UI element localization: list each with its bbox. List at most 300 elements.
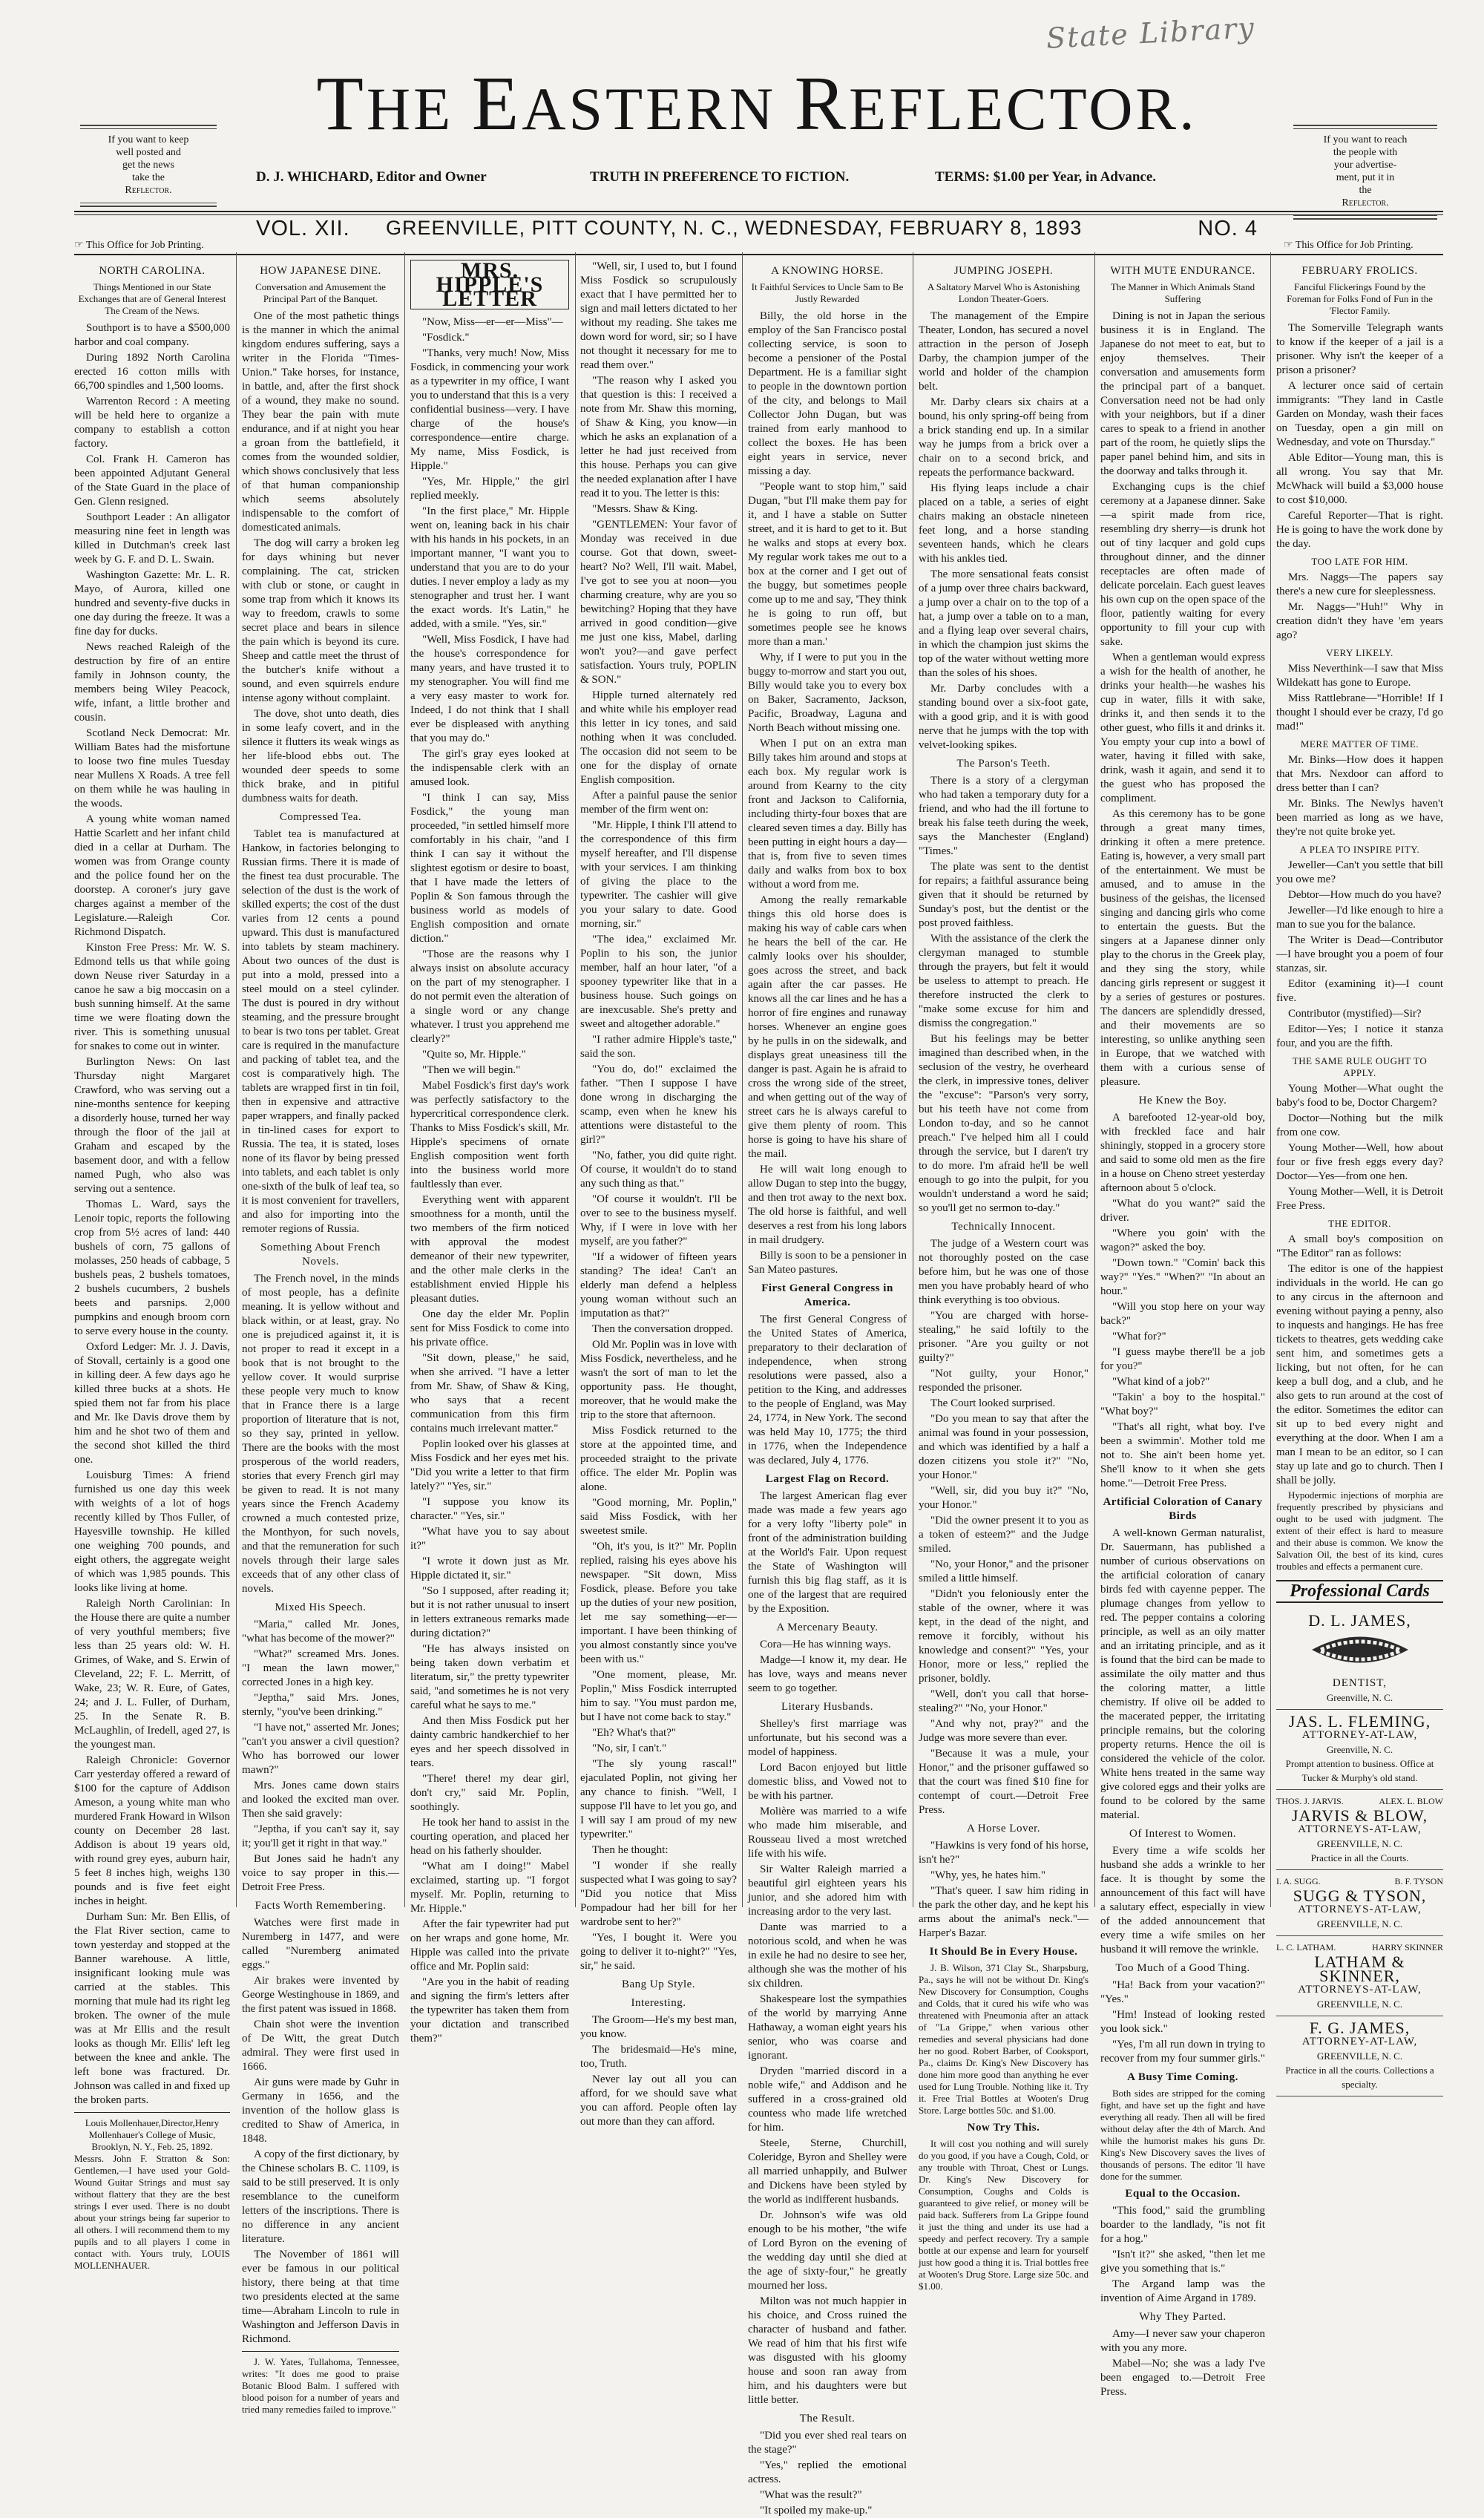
paragraph: Tablet tea is manufactured at Hankow, in factories belonging to Russian firms. There it is made of the finest tea dust procurable. The selection of the dust is the work of skilled experts; the cost of the dust varies from 12 cents a pound upward. This dust is manufactured into tablets by steam machinery. About two ounces of the dust is put into a mold, pressed into a steel mould on a steel cylinder. The dust is poured in dry without steaming, and the pressure brought to bear is two tons per tablet. Great care is required in the manufacture and packing of tablet tea, and the cost is comparatively high. The tablets are wrapped first in tin foil, then in expensive and attractive paper wrappers, and finally packed in tin-lined cases for export to Russia. The tea, it is stated, loses none of its flavor by being pressed into tablets, and each tablet is only one-sixth of the bulk of leaf tea, so it is most convenient for travellers, and also for importing into the remoter regions of Russia.: [242, 828, 399, 1235]
paragraph: "Now, Miss—er—er—Miss"—: [422, 316, 563, 328]
paragraph: "If a widower of fifteen years standing? The idea! Can't an elderly man defend a helpless young woman without such an imputation as that?": [580, 1251, 737, 1319]
paragraph: Amy—I never saw your chaperon with you any more.: [1100, 2328, 1265, 2354]
paragraph: Hipple turned alternately red and white while his employer read this letter in icy tones, and said nothing when it was concluded. The occasion did not seem to be one for the display of ornate English composition.: [580, 689, 737, 786]
paragraph: "Well, don't you call that horse-stealing?" "No, your Honor.": [919, 1688, 1089, 1714]
paragraph: "Will you stop here on your way back?": [1100, 1301, 1265, 1327]
ear-line: well posted and: [116, 147, 181, 158]
card-title: ATTORNEY-AT-LAW,: [1301, 2036, 1418, 2047]
paragraph: The Writer is Dead—Contributor—I have brought you a poem of four stanzas, sir.: [1276, 934, 1443, 974]
paragraph: A lecturer once said of certain immigrants: "They land in Castle Garden on Monday, wash their faces on Tuesday, open a gin mill on Wednesday, and vote on Thursday.": [1276, 380, 1443, 448]
paragraph: When a gentleman would express a wish for the health of another, he drinks your health—he washes his cup in water, fills it with sake, drinks it, and then sends it to the other guest, who fills it and drinks it. You empty your cup into a bowl of water, having it filled with sake, drink, wash it again, and send it to the guest who has proposed the compliment.: [1100, 652, 1265, 804]
ear-line: If you want to reach: [1323, 134, 1408, 145]
news-item: News reached Raleigh of the destruction by fire of an entire family in Johnson county, the members being Wiley Peacock, wife, infant, a little brother and cousin.: [74, 641, 230, 724]
card-james: [1276, 2016, 1443, 2096]
column-jumping-joseph: [919, 260, 1089, 2292]
paragraph: "Mr. Hipple, I think I'll attend to the correspondence of this firm myself hereafter, and I'll dispense with your services. I am thinking of giving the place to the typewriter. The cashier will give you your salary to date. Good morning, sir.": [580, 819, 737, 930]
ear-rule: [1293, 125, 1437, 126]
paragraph: "What have you to say about it?": [410, 1526, 569, 1552]
news-item: Scotland Neck Democrat: Mr. William Bates had the misfortune to loose two fine mules Tuesday near Mullens X Roads. A tree fell on them while he was hauling in the woods.: [74, 727, 230, 810]
paragraph: Miss Fosdick returned to the store at the appointed time, and proceeded straight to the private office. The elder Mr. Poplin was alone.: [580, 1425, 737, 1493]
ad-heading: Louis Mollenhauer,Director,Henry Mollenhauer's College of Music, Brooklyn, N. Y., Feb. 25, 1892.: [85, 2117, 220, 2152]
title-part: EFLECTOR.: [849, 75, 1198, 142]
paragraph: "Those are the reasons why I always insist on absolute accuracy on the part of my stenographer. I do not permit even the alteration of a single word or any change whatever. I trust you apprehend me clearly?": [410, 948, 569, 1045]
ear-right-lines: [1287, 134, 1443, 209]
paragraph: A barefooted 12-year-old boy, with freckled face and hair shiningly, stopped in a grocery store and said to some old men as the fire in a house on Cheno street yesterday afternoon about 5 o'clock.: [1100, 1112, 1265, 1194]
article-heading: JUMPING JOSEPH.: [953, 265, 1054, 277]
article-heading: TOO LATE FOR HIM.: [1311, 556, 1408, 567]
paragraph: "The sly young rascal!" ejaculated Poplin, not giving her any chance to finish. "Well, I suppose I'll have to let you go, and I will say I am proud of my new typewriter.": [580, 1758, 737, 1840]
article-heading: Equal to the Occasion.: [1125, 2188, 1241, 2200]
title-part: T: [316, 61, 367, 146]
paragraph: Young Mother—Well, how about four or five fresh eggs every day? Doctor—Yes—from one hen.: [1276, 1142, 1443, 1182]
paragraph: Debtor—How much do you have?: [1288, 889, 1442, 901]
library-signature: State Library: [1045, 11, 1256, 55]
title-part: R: [794, 61, 850, 146]
paragraph: Billy, the old horse in the employ of the San Francisco postal collecting service, is soon to become a pensioner of the Postal Department. He is a familiar sight to people in the downtown portion of the city, and belongs to Mail Collector John Dugan, but was trained from early manhood to collect the boxes. He has been eight years in service, never missing a day.: [748, 310, 907, 477]
partner-right: ALEX. L. BLOW: [1379, 1796, 1443, 1806]
news-item: Southport is to have a $500,000 harbor and coal company.: [74, 322, 230, 348]
paragraph: "Because it was a mule, your Honor," and the prisoner guffawed so that the court was fined $10 fine for contempt of court.—Detroit Free Press.: [919, 1748, 1089, 1816]
card-name: SUGG & TYSON,: [1293, 1886, 1427, 1905]
paragraph: The dove, shot unto death, dies in some leafy covert, and in the silence it flutters its weak wings as her life-blood ebbs out. The wounded deer speeds to some thick brake, and in pitiful dumbness waits for death.: [242, 708, 399, 804]
paragraph: "Didn't you feloniously enter the stable of the owner, where it was kept, in the dead of the night, and remove it forcibly, without his knowledge and consent?" "Yes, your Honor, more or less," replied the prisoner, boldly.: [919, 1588, 1089, 1685]
paragraph: "What am I doing!" Mabel exclaimed, starting up. "I forgot myself. Mr. Poplin, returning to Mr. Hipple.": [410, 1860, 569, 1915]
rule-under-date: [74, 254, 1443, 255]
article-heading: WITH MUTE ENDURANCE.: [1110, 265, 1255, 277]
ear-line: your advertise-: [1333, 160, 1397, 171]
ear-line: ment, put it in: [1336, 172, 1395, 183]
motto: TRUTH IN PREFERENCE TO FICTION.: [590, 169, 850, 185]
article-heading: Literary Husbands.: [781, 1701, 873, 1713]
paragraph: Watches were first made in Nuremberg in 1477, and were called "Nuremberg animated eggs.": [242, 1917, 399, 1971]
paragraph: "Well, sir, I used to, but I found Miss Fosdick so scrupulously exact that I have permitted her to sign and mail letters dictated to her without my reading. She takes me down word for word, sir; so I have not thought it necessary for me to read them over.": [580, 260, 737, 371]
title-part: E: [471, 61, 522, 146]
card-sugg-tyson: [1276, 1870, 1443, 1936]
news-item: Thomas L. Ward, says the Lenoir topic, reports the following crop from 5½ acres of land: 440 bushels of corn, 75 gallons of molasses, 250 heads of cabbage, 5 bushels peas, 2 bushels tomatoes, 2 bushels cucumbers, 2 bushels beets and parsnips. 2,000 pumpkins and enough broom corn to serve every house in the county.: [74, 1199, 230, 1337]
paragraph: The more sensational feats consist of a jump over three chairs backward, a jump over a chair on to the top of a hat, a jump over a table on to a man, and a flying leap over several chairs, in which the champion just skims the top of the water without wetting more than the soles of his shoes.: [919, 568, 1089, 679]
article-heading: A PLEA TO INSPIRE PITY.: [1299, 844, 1420, 855]
card-latham-skinner: [1276, 1936, 1443, 2016]
editor-strip: [256, 169, 1258, 199]
paragraph: "What for?": [1112, 1331, 1166, 1342]
paragraph: The dog will carry a broken leg for days whining but never complaining. The cat, stricken with club or stone, or caught in some trap from which it knows its way to freedom, crawls to some secret place and bears in silence the pain which is beyond its cure. Sheep and cattle meet the thrust of the butcher's knife without a sound, and even squirrels endure intense agony without complaint.: [242, 537, 399, 704]
paragraph: Dante was married to a notorious scold, and when he was in exile he had no desire to see her, although she was the mother of his six children.: [748, 1921, 907, 1990]
card-place: GREENVILLE, N. C.: [1316, 1999, 1403, 2010]
paragraph: "Yes, Mr. Hipple," the girl replied meekly.: [410, 476, 569, 502]
card-note: Prompt attention to business. Office at Tucker & Murphy's old stand.: [1285, 1758, 1434, 1783]
paragraph: "You are charged with horse-stealing," he said loftily to the prisoner. "Are you guilty or not guilty?": [919, 1310, 1089, 1364]
article-heading: A KNOWING HORSE.: [771, 265, 884, 277]
article-heading: Compressed Tea.: [279, 811, 362, 823]
article-heading: Largest Flag on Record.: [765, 1473, 890, 1485]
ear-rule: [80, 125, 217, 126]
paragraph: "Oh, it's you, is it?" Mr. Poplin replied, raising his eyes above his newspaper. "Sit down, Miss Fosdick, please. Before you take up the duties of your new position, let me say something—er—important. I have been thinking of you almost constantly since you've been with us.": [580, 1541, 737, 1665]
news-item: Southport Leader : An alligator measuring nine feet in length was killed in Dutchman's creek last week by G. F. and D. L. Swain.: [74, 511, 230, 565]
article-heading: First General Congress in America.: [761, 1282, 893, 1308]
article-subheading: It Faithful Services to Uncle Sam to Be Justly Rewarded: [751, 281, 904, 304]
card-name: D. L. JAMES,: [1308, 1611, 1411, 1630]
paragraph: "People want to stop him," said Dugan, "but I'll make them pay for it, and I have a stable on Sutter street, and it is hard to get to it. But he walks and stops at every box. My regular work takes me out to a box at the corner and I get out of the buggy, but sometimes people come up to me and say, 'They think he is going to run off, but sometimes people see he knows more than a man.': [748, 481, 907, 648]
paragraph: Careful Reporter—That is right. He is going to have the work done by the day.: [1276, 510, 1443, 550]
paragraph: When I put on an extra man Billy takes him around and stops at each box. My regular work is around from Kearny to the city front and Jackson to California, including thirty-four boxes that are cleared seven times a day. Billy has been putting in eight hours a day—that is, from five to seven times daily and walks from box to box without a word from me.: [748, 738, 907, 891]
paragraph: "I guess maybe there'll be a job for you?": [1100, 1346, 1265, 1372]
date-strip: [256, 217, 1258, 246]
ad-text: It will cost you nothing and will surely do you good, if you have a Cough, Cold, or any trouble with Throat, Chest or Lungs. Dr. King's New Discovery for Consumption, Coughs and Colds is guaranteed to give relief, or money will be paid back. Sufferers from La Grippe found it just the thing and under its use had a speedy and perfect recovery. Try a sample bottle at our expense and learn for yourself just how good a thing it is. Trial bottles free at Wooten's Drug Store. Large size 50c. and $1.00.: [919, 2138, 1089, 2292]
paragraph: One of the most pathetic things is the manner in which the animal kingdom endures suffering, says a writer in the Florida "Times-Union." Take horses, for instance, in battle, and, after the first shock of a wound, they make no sound. They bear the pain with mute endurance, and if at night you hear a groan from the battlefield, it comes from the wounded soldier, which shows conclusively that less of that human companionship which seems absolutely indispensable to the comfort of domesticated animals.: [242, 310, 399, 534]
card-title: ATTORNEYS-AT-LAW,: [1298, 1823, 1422, 1835]
paragraph: "In the first place," Mr. Hipple went on, leaning back in his chair with his hands in his pockets, in an important manner, "I want you to understand that you are to do your duties. I never employ a lady as my stenographer and trust her. I want the exact words. It's Latin," he added, with a smile. "Yes, sir.": [410, 505, 569, 630]
paragraph: "What?" screamed Mrs. Jones. "I mean the lawn mower," corrected Jones in a high key.: [242, 1648, 399, 1688]
paragraph: "I think I can say, Miss Fosdick," the young man proceeded, "in settled himself more comfortably in his chair, "and I think I can say it without the slightest egotism or desire to boast, that I have made the letters of Poplin & Son famous through the business world as models of English composition and ornate diction.": [410, 792, 569, 945]
column-japanese-dine: [242, 260, 399, 2415]
paragraph: "What was the result?": [760, 2489, 862, 2501]
paragraph: Hypodermic injections of morphia are frequently prescribed by physicians and ought to be used with judgment. The extent of their effect is hard to measure and their abuse is common. We know the Salvation Oil, the best of its kind, cures troubles and effects a permanent cure.: [1276, 1489, 1443, 1572]
paragraph: His flying leaps include a chair placed on a table, a series of eight chairs making an obstacle nineteen feet long, and a horse standing seventeen hands, which he clears with his ankles tied.: [919, 482, 1089, 565]
divider: [74, 2112, 230, 2113]
paragraph: "Jeptha," said Mrs. Jones, sternly, "you've been drinking.": [242, 1692, 399, 1718]
paragraph: Young Mother—Well, it is Detroit Free Press.: [1276, 1186, 1443, 1212]
paragraph: Dr. Johnson's wife was old enough to be his mother, "the wife of Lord Byron on the evening of the wedding day until she died at the age of sixty-four," he greatly mourned her loss.: [748, 2209, 907, 2292]
article-heading: Why They Parted.: [1139, 2311, 1227, 2323]
title-part: ASTERN: [522, 75, 795, 142]
paragraph: The Argand lamp was the invention of Aime Argand in 1789.: [1100, 2278, 1265, 2304]
news-item: Durham Sun: Mr. Ben Ellis, of the Flat River section, came to town yesterday and stopped at the Banner warehouse. A little, insignificant looking mule was carried at the stables. This morning that mule had its right leg broken. The owner of the mule was at Mr Ellis and the result looks as though Mr. Ellis' left leg between the knee and ankle. The left bone was fractured. Dr. Johnson was called in and fixed up the broken parts.: [74, 1911, 230, 2106]
ear-rule: [1293, 218, 1437, 220]
article-subheading: Conversation and Amusement the Principal Part of the Banquet.: [255, 281, 386, 304]
paragraph: The largest American flag ever made was made a few years ago for a very lofty "liberty pole" in front of the administration building at the World's Fair. Upon request the State of Washington will furnish this big flag staff, as it is one of the largest that are required by the Exposition.: [748, 1490, 907, 1615]
article-heading: A Busy Time Coming.: [1127, 2071, 1238, 2083]
paragraph: "That's all right, what boy. I've been a swimmin'. Mother told me not to. She ain't been home yet. She'll know to it when she gets home."—Detroit Free Press.: [1100, 1421, 1265, 1489]
news-item: Col. Frank H. Cameron has been appointed Adjutant General of the State Guard in the place of Gen. Glenn resigned.: [74, 453, 230, 508]
article-heading: VERY LIKELY.: [1326, 647, 1393, 658]
article-heading: A Mercenary Beauty.: [776, 1622, 879, 1633]
paragraph: Mr. Naggs—"Huh!" Why in creation didn't they have 'em years ago?: [1276, 601, 1443, 641]
paragraph: "I wonder if she really suspected what I was going to say? "Did you notice that Miss Pompadour had her bill for her wardrobe sent to her?": [580, 1860, 737, 1928]
article-heading: THE SAME RULE OUGHT TO APPLY.: [1292, 1055, 1428, 1078]
article-body: [74, 321, 230, 2108]
hand-icon: ☞: [74, 240, 86, 251]
paragraph: As this ceremony has to be gone through a great many times, drinking it often a mere pretence. Eating is, however, a very small part of the entertainment. We must be amused, and to amuse in the business of the geishas, the licensed singing and dancing girls who come to entertain the guests. But the singers at a Japanese dinner only play to the chorus in the Greek play, and they sing the story, while dancing girls represent or suggest it by a series of gestures or postures. The dancers are splendidly dressed, and their movements are so interesting, so unlike anything seen in Europe, that we watched with them with a curious sense of pleasure.: [1100, 808, 1265, 1088]
article-heading: Facts Worth Remembering.: [255, 1900, 387, 1912]
article-heading: Too Much of a Good Thing.: [1115, 1962, 1250, 1974]
paragraph: "Down town." "Comin' back this way?" "Yes." "When?" "In about an hour.": [1100, 1257, 1265, 1297]
paragraph: "Well, sir, did you buy it?" "No, your Honor.": [919, 1485, 1089, 1511]
issue-number: NO. 4: [1198, 217, 1258, 240]
volume: VOL. XII.: [256, 217, 350, 240]
paragraph: Milton was not much happier in his choice, and Cross ruined the character of husband and father. We read of him that his first wife was disgusted with his gloomy house and soon ran away from him, and his daughters were but little better.: [748, 2295, 907, 2406]
ear-line: If you want to keep: [108, 134, 189, 145]
paragraph: The Groom—He's my best man, you know.: [580, 2014, 737, 2040]
newspaper-title: [256, 61, 1258, 146]
paragraph: The Somerville Telegraph wants to know if the keeper of a jail is a prisoner. Why isn't the keeper of a prison a prisoner?: [1276, 322, 1443, 376]
rule-top-thin: [74, 214, 1443, 215]
paragraph: Mrs. Naggs—The papers say there's a new cure for sleeplessness.: [1276, 571, 1443, 597]
article-subheading: Fanciful Flickerings Found by the Foreman for Folks Fond of Fun in the 'Flector Family.: [1287, 281, 1433, 316]
card-place: Greenville, N. C.: [1326, 1692, 1393, 1703]
ear-line: Reflector.: [1342, 197, 1389, 209]
paragraph: Contributor (mystified)—Sir?: [1288, 1008, 1422, 1020]
job-printing-left: [74, 239, 204, 252]
paragraph: "Ha! Back from your vacation?" "Yes.": [1100, 1979, 1265, 2005]
article-heading: HOW JAPANESE DINE.: [260, 265, 381, 277]
hand-icon: ☞: [1284, 240, 1296, 251]
paragraph: "Thanks, very much! Now, Miss Fosdick, in commencing your work as a typewriter in my office, I want you to understand that this is a very confidential business—very. I have charge of the house's correspondence—entire charge. My name, Miss Fosdick, is Hipple.": [410, 347, 569, 472]
paragraph: Then he thought:: [592, 1844, 669, 1856]
paragraph: Old Mr. Poplin was in love with Miss Fosdick, nevertheless, and he wasn't the sort of man to let the opportunity pass. He thought, moreover, that he would make the trip to the store that afternoon.: [580, 1339, 737, 1421]
paragraph: The French novel, in the minds of most people, has a definite meaning. It is yellow without and black within, or at least, gray. No one is prejudiced against it, it is not proper to read it except in a book that is not brought to the yellow cover. It would surprise these people very much to know that in France there is a large proportion of literature that is not, so they say, printed in yellow. There are the books with the most prosperous of the world readers, stories that every French girl may be given to read. It is not many years since the French Academy crowned a much contested prize, the Monthyon, for such novels, and that the remuneration for such novels through their large sales exceeds that of any other class of novels.: [242, 1273, 399, 1595]
card-place: GREENVILLE, N. C.: [1316, 1838, 1403, 1849]
partner-left: L. C. LATHAM.: [1276, 1942, 1336, 1953]
paragraph: Cora—He has winning ways.: [760, 1639, 891, 1650]
ear-rule: [80, 128, 217, 129]
ad-text: J. B. Wilson, 371 Clay St., Sharpsburg, Pa., says he will not be without Dr. King's New Discovery for Consumption, Coughs and Colds, that it cured his wife who was threatened with Pneumonia after an attack of "La Grippe," when various other remedies and several physicians had done her no good. Robert Barber, of Cooksport, Pa., claims Dr. King's New Discovery has done him more good than anything he ever used for Lung Trouble. Nothing like it. Try it. Free Trial Bottles at Wooten's Drug Store. Large bottles 50c. and $1.00.: [919, 1962, 1089, 2116]
card-jarvis-blow: [1276, 1790, 1443, 1870]
paragraph: "There! there! my dear girl, don't cry," said Mr. Poplin, soothingly.: [410, 1773, 569, 1813]
paragraph: The bridesmaid—He's mine, too, Truth.: [580, 2044, 737, 2070]
paragraph: "That's queer. I saw him riding in the park the other day, and he kept his arms about the animal's neck."—Harper's Bazar.: [919, 1885, 1089, 1939]
paragraph: "I wrote it down just as Mr. Hipple dictated it, sir.": [410, 1555, 569, 1581]
paragraph: The Court looked surprised.: [930, 1397, 1056, 1409]
ear-right: [1287, 122, 1443, 222]
paragraph: Never lay out all you can afford, for we should save what you can afford. People often lay out more than they can afford.: [580, 2073, 737, 2128]
paragraph: Mr. Darby concludes with a standing bound over a six-foot gate, with a good grip, and it is with good nerve that he jumps with the top with velvet-looking spikes.: [919, 683, 1089, 751]
paragraph: Molière was married to a wife who made him miserable, and Rousseau lived a most wretched life with his wife.: [748, 1806, 907, 1860]
paragraph: But Jones said he hadn't any voice to say proper in this.—Detroit Free Press.: [242, 1853, 399, 1893]
paragraph: "So I supposed, after reading it; but it is not rather unusual to insert in letters extraneous remarks made during dictation?": [410, 1585, 569, 1639]
paragraph: "One moment, please, Mr. Poplin," Miss Fosdick interrupted him to say. "You must pardon me, but I have not come back to stay.": [580, 1669, 737, 1723]
paragraph: He took her hand to assist in the courting operation, and placed her head on his fatherly shoulder.: [410, 1817, 569, 1857]
card-place: Greenville, N. C.: [1326, 1744, 1393, 1755]
article-heading: Technically Innocent.: [951, 1221, 1056, 1233]
paragraph: "Isn't it?" she asked, "then let me give you something that is.": [1100, 2249, 1265, 2275]
terms: TERMS: $1.00 per Year, in Advance.: [935, 169, 1157, 185]
paragraph: Lord Bacon enjoyed but little domestic bliss, and Vowed not to be with his partner.: [748, 1762, 907, 1802]
paragraph: Chain shot were the invention of De Witt, the great Dutch admiral. They were first used in 1666.: [242, 2019, 399, 2073]
article-heading: Mixed His Speech.: [275, 1601, 367, 1613]
column-knowing-horse: [748, 260, 907, 2517]
column-rule: [1270, 252, 1271, 1907]
article-heading: Bang Up Style.: [621, 1978, 696, 1990]
paragraph: Young Mother—What ought the baby's food to be, Doctor Chargem?: [1276, 1083, 1443, 1109]
card-note: Practice in all the courts. Collections a specialty.: [1285, 2065, 1434, 2090]
paragraph: "Of course it wouldn't. I'll be over to see to the business myself. Why, if I were in love with her myself, are you father?": [580, 1193, 737, 1247]
paragraph: "I suppose you know its character." "Yes, sir.": [410, 1496, 569, 1522]
paragraph: A copy of the first dictionary, by the Chinese scholars B. C. 1109, is said to be still preserved. It is only resemblance to the cuneiform letters of the inscriptions. There is no difference in any ancient literature.: [242, 2148, 399, 2245]
paragraph: Miss Neverthink—I saw that Miss Wildekatt has gone to Europe.: [1276, 663, 1443, 689]
paragraph: "Takin' a boy to the hospital." "What boy?": [1100, 1391, 1265, 1417]
article-subheading: The Manner in Which Animals Stand Suffering: [1110, 281, 1255, 304]
news-item: Raleigh Chronicle: Governor Carr yesterday offered a reward of $100 for the capture of Addison Ameson, a young white man who murdered Frank Howard in Wilson county on December 28 last. Addison is about 19 years old, with round grey eyes, auburn hair, 5 feet 8 inches high, weighs 130 pounds and is five feet eight inches in height.: [74, 1754, 230, 1907]
paragraph: "Maria," called Mr. Jones, "what has become of the mower?": [242, 1619, 399, 1645]
card-place: GREENVILLE, N. C.: [1316, 2050, 1403, 2062]
dateline: GREENVILLE, PITT COUNTY, N. C., WEDNESDAY, FEBRUARY 8, 1893: [386, 217, 1083, 239]
card-fleming: [1276, 1710, 1443, 1790]
article-heading: Interesting.: [631, 1997, 686, 2009]
paragraph: Mr. Binks. The Newlys haven't been married as long as we have, they're not quite broke yet.: [1276, 798, 1443, 838]
column-rule: [1094, 252, 1095, 1907]
paragraph: "I rather admire Hipple's taste," said the son.: [580, 1034, 737, 1060]
paragraph: "No, sir, I can't.": [592, 1742, 667, 1754]
paragraph: Jeweller—Can't you settle that bill you owe me?: [1276, 859, 1443, 885]
paragraph: "No, your Honor," and the prisoner smiled a little himself.: [919, 1558, 1089, 1584]
article-subheading: A Saltatory Marvel Who is Astonishing London Theater-Goers.: [927, 281, 1080, 304]
paragraph: After a painful pause the senior member of the firm went on:: [580, 790, 737, 816]
paragraph: Every time a wife scolds her husband she adds a wrinkle to her face. It is thought by some the announcement of this fact will have a salutary effect, especially in view of the added announcement that every time a wife smiles on her husband it will remove the wrinkle.: [1100, 1845, 1265, 1955]
paragraph: The girl's gray eyes looked at the indispensable clerk with an amused look.: [410, 748, 569, 788]
paragraph: The editor is one of the happiest individuals in the world. He can go to any circus in the afternoon and evening without paying a penny, also to inquests and hangings. He has free tickets to theatres, gets wedding cake sent him, and sometimes gets a licking, but not often, for he can keep a bull dog, and a club, and he also gets to run around at the cost of the editor. Sometimes the editor can sit up to bed every night and everything at the door. When I am a man I mean to be an editor, so I can stay up late and go to church. Then I shall be jolly.: [1276, 1263, 1443, 1486]
paragraph: "Where you goin' with the wagon?" asked the boy.: [1100, 1227, 1265, 1253]
ear-left: [74, 122, 223, 209]
paragraph: The judge of a Western court was not thoroughly posted on the case before him, but he was one of those men you have probably heard of who think everything is too obvious.: [919, 1238, 1089, 1306]
partner-left: THOS. J. JARVIS.: [1276, 1796, 1344, 1806]
section-subheading: Things Mentioned in our State Exchanges that are of General Interest The Cream of the News.: [78, 281, 226, 316]
column-rule: [742, 252, 743, 1907]
job-printing-label: This Office for Job Printing.: [1295, 240, 1414, 251]
divider: [242, 2351, 399, 2352]
paragraph: Able Editor—Young man, this is all wrong. You say that Mr. McWhack will build a $3,000 house to cost $10,000.: [1276, 452, 1443, 506]
ear-line: the: [1359, 185, 1372, 196]
paragraph: Air guns were made by Guhr in Germany in 1656, and the invention of the hollow glass is credited to Shaw of America, in 1848.: [242, 2076, 399, 2145]
paragraph: One day the elder Mr. Poplin sent for Miss Fosdick to come into his private office.: [410, 1308, 569, 1348]
dentures-icon: [1304, 1627, 1416, 1672]
paragraph: "This food," said the grumbling boarder to the landlady, "is not fit for a hog.": [1100, 2205, 1265, 2245]
paragraph: Mr. Darby clears six chairs at a bound, his only spring-off being from a brick standing end up. In a similar way he jumps from a brick over a chair on to a second brick, and repeats the performance backward.: [919, 396, 1089, 479]
paragraph: "He has always insisted on being taken down verbatim et literatum, sir," the pretty typewriter said, "and sometimes he is not very careful what he says to me.": [410, 1643, 569, 1711]
column-rule: [236, 252, 237, 1907]
paragraph: Everything went with apparent smoothness for a month, until the two members of the firm noticed with approval the modest demeanor of their new typewriter, and the other male clerks in the establishment envied Hipple his pleasant duties.: [410, 1194, 569, 1305]
article-heading: THE EDITOR.: [1328, 1218, 1391, 1229]
card-note: Practice in all the Courts.: [1310, 1852, 1409, 1863]
paragraph: "What kind of a job?": [1112, 1376, 1210, 1388]
paragraph: "Yes, I bought it. Were you going to deliver it to-night?" "Yes, sir," he said.: [580, 1932, 737, 1972]
paragraph: Mr. Binks—How does it happen that Mrs. Nexdoor can afford to dress better than I can?: [1276, 754, 1443, 794]
paragraph: The management of the Empire Theater, London, has secured a novel attraction in the person of Joseph Darby, the champion jumper of the world and holder of the champion belt.: [919, 310, 1089, 393]
paragraph: "No, father, you did quite right. Of course, it wouldn't do to stand any such thing as that.": [580, 1150, 737, 1190]
card-name: JAS. L. FLEMING,: [1288, 1712, 1431, 1731]
paragraph: With the assistance of the clerk the clergyman managed to stumble through the prayers, but felt it would be useless to attempt to preach. He therefore instructed the clerk to "make some excuse for him and dismiss the congregation.": [919, 933, 1089, 1029]
column-hipple-continued: [580, 260, 737, 2128]
paragraph: "The idea," exclaimed Mr. Poplin to his son, the junior member, half an hour later, "of a spooney typewriter like that in a business house. Such goings on are inexcusable. She's pretty and sweet and altogether adorable.": [580, 934, 737, 1030]
card-title: ATTORNEYS-AT-LAW,: [1298, 1904, 1422, 1915]
ear-line: the people with: [1333, 147, 1398, 158]
paragraph: Shelley's first marriage was unfortunate, but his second was a model of happiness.: [748, 1718, 907, 1758]
feature-heading: MRS. HIPPLE'S LETTER: [410, 260, 569, 309]
paragraph: "Fosdick.": [422, 332, 470, 344]
paragraph: "Not guilty, your Honor," responded the prisoner.: [919, 1368, 1089, 1394]
article-heading: FEBRUARY FROLICS.: [1301, 265, 1418, 277]
editor-line: D. J. WHICHARD, Editor and Owner: [256, 169, 487, 185]
news-item: Oxford Ledger: Mr. J. J. Davis, of Stovall, certainly is a good one in killing deer. A few days ago he killed three bucks at a shots. He spied them not far from his place and Mr. Ike Davis drove them by him and he shot two of them and the second shot killed the third one.: [74, 1341, 230, 1466]
paragraph: He will wait long enough to allow Dugan to step into the buggy, and then trot away to the next box. The old horse is faithful, and well deserves a rest from his long labors in mail drudgery.: [748, 1164, 907, 1246]
card-dentist: [1276, 1609, 1443, 1710]
paragraph: But his feelings may be better imagined than described when, in the seclusion of the vestry, he overheard the clerk, in impressive tones, deliver the "excuse": "Parson's very sorry, but his teeth have not come from London to-day, and so he cannot preach." I've helped him all I could through the service, but I daren't try to do more. I'm afraid he'll be well enough to go into the pulpit, for you wouldn't understand a word he said; so you'll get no sermon to-day.": [919, 1033, 1089, 1214]
paragraph: "Eh? What's that?": [592, 1727, 676, 1739]
article-heading: Artificial Coloration of Canary Birds: [1103, 1496, 1263, 1522]
paragraph: Air brakes were invented by George Westinghouse in 1869, and the first patent was issued in 1868.: [242, 1975, 399, 2015]
card-title: ATTORNEY-AT-LAW,: [1301, 1729, 1418, 1741]
paragraph: Jeweller—I'd like enough to hire a man to sue you for the balance.: [1276, 905, 1443, 931]
paragraph: Mabel—No; she was a lady I've been engaged to.—Detroit Free Press.: [1100, 2358, 1265, 2398]
paragraph: "Messrs. Shaw & King.: [592, 503, 698, 515]
paragraph: "What do you want?" said the driver.: [1100, 1198, 1265, 1224]
paragraph: After the fair typewriter had put on her wraps and gone home, Mr. Hipple was called into the private office and Mr. Poplin said:: [410, 1918, 569, 1973]
paragraph: "Hawkins is very fond of his horse, isn't he?": [919, 1840, 1089, 1866]
paragraph: Editor—Yes; I notice it stanza four, and you are the fifth.: [1276, 1023, 1443, 1049]
article-heading: He Knew the Boy.: [1138, 1095, 1227, 1106]
column-hipple-letter: [410, 258, 569, 2045]
column-rule: [404, 252, 405, 1907]
article-heading: Something About French Novels.: [260, 1242, 381, 1268]
paragraph: "Quite so, Mr. Hipple.": [422, 1049, 526, 1060]
paragraph: Miss Rattlebrane—"Horrible! If I thought I should ever be crazy, I'd go mad!": [1276, 692, 1443, 732]
paragraph: Among the really remarkable things this old horse does is making his way of cable cars when he hears the bell of the car. He calmly looks over his shoulder, goes across the street, and back again after the car passes. He knows all the car lines and he has a horror of fire engines and runaway horses. Whenever an engine goes by he pulls in on the sidewalk, and displays great uneasiness till the danger is past. Again he is afraid to cross the wrong side of the street, and when getting out of the way of street cars he is always careful to give them plenty of room. This horse is going to have his share of the mail.: [748, 894, 907, 1160]
rule-top: [74, 211, 1443, 212]
ear-line: take the: [132, 172, 165, 183]
paragraph: Mrs. Jones came down stairs and looked the excited man over. Then she said gravely:: [242, 1780, 399, 1820]
paragraph: Sir Walter Raleigh married a beautiful girl eighteen years his junior, and she adored him with increasing ardor to the very last.: [748, 1863, 907, 1918]
paragraph: "Did you ever shed real tears on the stage?": [748, 2430, 907, 2456]
job-printing-label: This Office for Job Printing.: [85, 240, 204, 251]
paragraph: Why, if I were to put you in the buggy to-morrow and start you out, Billy would take you to every box on Baker, Sacramento, Jackson, Pacific, Broadway, Laguna and North Beach without missing one.: [748, 652, 907, 734]
paragraph: "Do you mean to say that after the animal was found in your possession, and which was identified by a half a dozen citizens you stole it?" "No, your Honor.": [919, 1413, 1089, 1481]
ear-rule: [80, 206, 217, 207]
column-mute-endurance: [1100, 260, 1265, 2398]
paragraph: A small boy's composition on "The Editor" ran as follows:: [1276, 1233, 1443, 1259]
paragraph: "Yes," replied the emotional actress.: [748, 2459, 907, 2485]
ad-text: Messrs. John F. Stratton & Son: Gentlemen,—I have used your Gold-Wound Guitar Strings and must say without flattery that they are the best strings I ever used. There is no doubt about your strings being far superior to all others. I will recommend them to my pupils and to all players I come in contact with. Yours truly, LOUIS MOLLENHAUER.: [74, 2153, 230, 2271]
card-title: ATTORNEYS-AT-LAW,: [1298, 1984, 1422, 1996]
paragraph: "Sit down, please," he said, when she arrived. "I have a letter from Mr. Shaw, of Shaw & King, who says that a recent communication from this firm contains much irrelevant matter.": [410, 1352, 569, 1435]
ear-line: get the news: [122, 160, 174, 171]
paragraph: "Hm! Instead of looking rested you look sick.": [1100, 2009, 1265, 2035]
ad-heading: It Should Be in Every House.: [929, 1946, 1078, 1958]
news-item: Raleigh North Carolinian: In the House there are quite a number of very youthful members; five less than 25 years old: W. H. Grimes, of Wake, and S. Erwin of Cleveland, 22; F. L. Merritt, of Wake, 23; W. R. Eure, of Gates, 24; and J. L. Fuller, of Durham, 25. In the Senate R. B. McLaughlin, of Iredell, aged 27, is the youngest man.: [74, 1598, 230, 1751]
column-north-carolina: [74, 260, 230, 2271]
ad-text: J. W. Yates, Tullahoma, Tennessee, writes: "It does me good to praise Botanic Blood Balm. I suffered with blood poison for a number of years and tried many remedies failed to improve.": [242, 2356, 399, 2415]
ad-heading: Now Try This.: [967, 2122, 1040, 2134]
news-item: A young white woman named Hattie Scarlett and her infant child died in a cellar at Durham. The women was from Orange county and the police found her on the doorstep. A coroner's jury gave charges against a member of the Legislature.—Raleigh Cor. Richmond Dispatch.: [74, 813, 230, 938]
paragraph: "Good morning, Mr. Poplin," said Miss Fosdick, with her sweetest smile.: [580, 1497, 737, 1537]
ear-line: Reflector.: [125, 185, 172, 196]
ear-rule: [1293, 215, 1437, 216]
paragraph: Exchanging cups is the chief ceremony at a Japanese dinner. Sake—a spirit made from rice, resembling dry sherry—is drunk hot out of tiny lacquer and gold cups throughout dinner, and the dinner receptacles are often made of delicate porcelain. Each guest leaves his own cup on the open space of the floor, patiently waiting for every opportunity to fill your cup with sake.: [1100, 481, 1265, 648]
paragraph: "Then we will begin.": [422, 1064, 521, 1076]
paragraph: Shakespeare lost the sympathies of the world by marrying Anne Hathaway, a woman eight years his senior, who was coarse and ignorant.: [748, 1993, 907, 2062]
paragraph: Billy is soon to be a pensioner in San Mateo pastures.: [748, 1250, 907, 1276]
news-item: Warrenton Record : A meeting will be held here to organize a company to establish a cotton factory.: [74, 396, 230, 450]
column-february-frolics: [1276, 260, 1443, 2090]
partner-left: I. A. SUGG.: [1276, 1876, 1321, 1886]
paragraph: "Well, Miss Fosdick, I have had the house's correspondence for many years, and have trusted it to my stenographer. You will find me a very easy master to work for. Indeed, I do not think that I shall ever be displeased with anything that you may do.": [410, 634, 569, 744]
paragraph: The plate was sent to the dentist for repairs; a faithful assurance being given that it should be returned by Sunday's post, but the dentist or the post proved faithless.: [919, 861, 1089, 929]
news-item: During 1892 North Carolina erected 16 cotton mills with 66,700 spindles and 1,500 looms.: [74, 352, 230, 392]
card-title: DENTIST,: [1332, 1677, 1388, 1689]
paragraph: "Did the owner present it to you as a token of esteem?" and the Judge smiled.: [919, 1515, 1089, 1555]
news-item: Burlington News: On last Thursday night Margaret Crawford, who was serving out a nine-months sentence for keeping a disorderly house, turned her way through the floor of the jail at Graham and escaped by the basement door, and with a fellow named Pugh, who also was serving out a sentence.: [74, 1056, 230, 1195]
news-item: Washington Gazette: Mr. L. R. Mayo, of Aurora, killed one hundred and seventy-five ducks in one day during the freeze. It was a fine day for ducks.: [74, 569, 230, 637]
paragraph: The first General Congress of the United States of America, preparatory to their declaration of independence, when strong resolutions were passed, also a petition to the King, and addresses to the people of England, was May 24, 1774, in New York. The second was held May 10, 1775; the third in 1776, when the Independence was declared, July 4, 1776.: [748, 1314, 907, 1466]
paragraph: Poplin looked over his glasses at Miss Fosdick and her eyes met his. "Did you write a letter to that firm lately?" "Yes, sir.": [410, 1438, 569, 1492]
article-heading: A Horse Lover.: [966, 1823, 1041, 1835]
paragraph: Doctor—Nothing but the milk from one cow.: [1276, 1112, 1443, 1138]
partner-right: B. F. TYSON: [1394, 1876, 1443, 1886]
paragraph: There is a story of a clergyman who had taken a temporary duty for a friend, and who had the ill fortune to break his false teeth during the week, says the Manchester (England) "Times.": [919, 775, 1089, 857]
partner-right: HARRY SKINNER: [1372, 1942, 1443, 1953]
ear-left-lines: [74, 134, 223, 197]
card-name: LATHAM & SKINNER,: [1314, 1953, 1405, 1985]
paragraph: "I have not," asserted Mr. Jones; "can't you answer a civil question? Who has borrowed our lower mawn?": [242, 1722, 399, 1776]
section-heading: NORTH CAROLINA.: [99, 265, 206, 277]
